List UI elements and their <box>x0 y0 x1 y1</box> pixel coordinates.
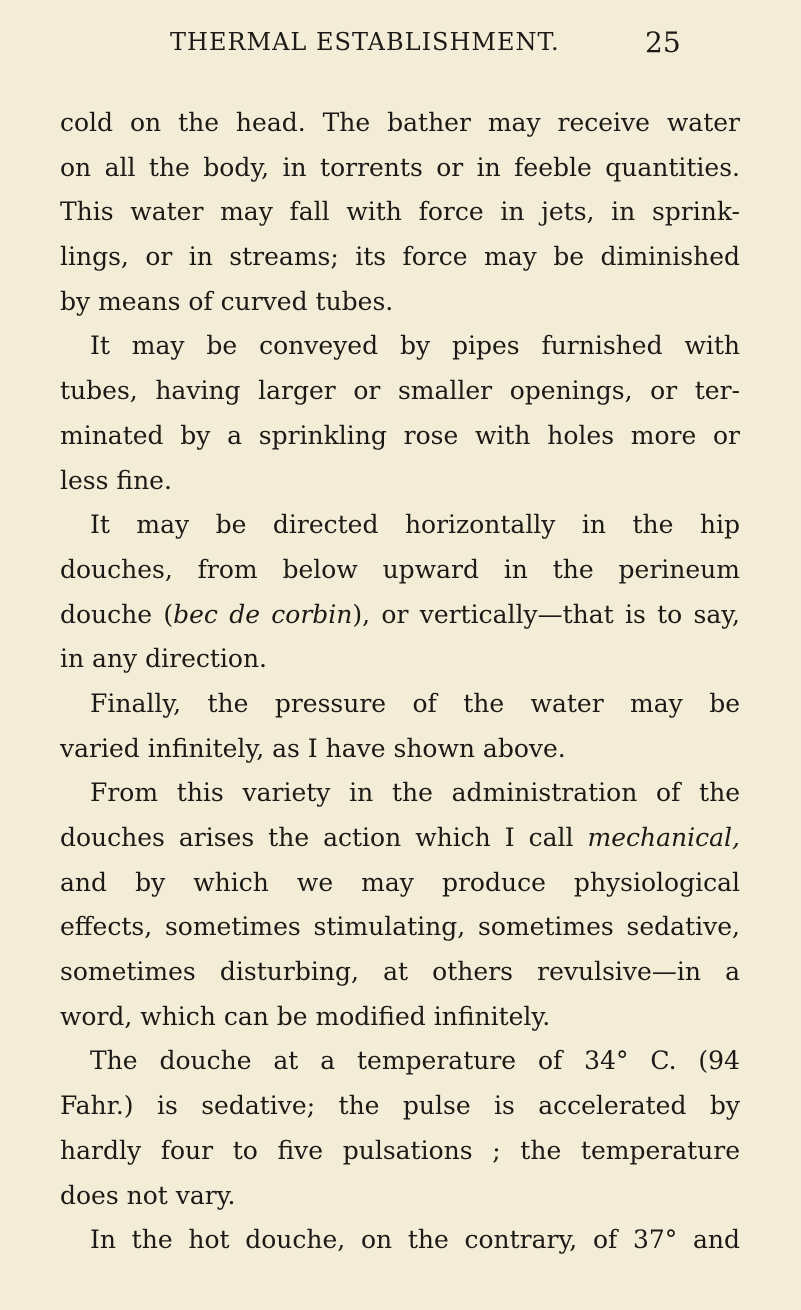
text-run: on all the body, in torrents or in feeble quantities. <box>60 152 740 182</box>
text-run: cold on the head. The bather may receive water <box>60 108 740 137</box>
text-run: minated by a sprinkling rose with holes more or <box>60 420 740 450</box>
text-run: and by which we may produce physiological <box>60 867 740 897</box>
text-line <box>60 369 740 414</box>
italic-text: bec de corbin <box>173 599 353 629</box>
text-run: douche ( <box>60 599 174 629</box>
text-line <box>60 771 740 816</box>
text-run: varied infinitely, as I have shown above. <box>60 733 566 763</box>
text-line <box>60 682 740 727</box>
text-line <box>60 190 740 235</box>
text-run: sometimes disturbing, at others revulsive—in a <box>60 957 740 987</box>
text-line <box>60 459 740 504</box>
text-line <box>60 816 740 861</box>
text-line <box>60 1039 740 1084</box>
text-run: ), or vertically—that is to say, <box>352 599 740 629</box>
text-line <box>60 950 740 995</box>
text-run: It may be directed horizontally in the hip <box>90 510 740 540</box>
text-run: In the hot douche, on the contrary, of 37° and <box>90 1225 740 1255</box>
text-run: tubes, having larger or smaller openings, or ter- <box>60 376 740 406</box>
text-run: effects, sometimes stimulating, sometimes sedative, <box>60 912 740 942</box>
text-run: This water may fall with force in jets, in sprink- <box>60 197 740 227</box>
text-run: From this variety in the administration of the <box>90 778 740 808</box>
text-line <box>60 727 740 772</box>
text-run: Finally, the pressure of the water may be <box>90 688 740 718</box>
italic-text: mechanical, <box>587 823 740 852</box>
text-line <box>60 548 740 593</box>
text-run: The douche at a temperature of 34° C. (94 <box>90 1046 740 1076</box>
text-run: It may be conveyed by pipes furnished with <box>90 331 740 361</box>
text-run: less fine. <box>60 465 172 495</box>
text-run: Fahr.) is sedative; the pulse is accelerated by <box>60 1091 740 1121</box>
text-line <box>60 593 740 638</box>
text-line <box>60 1084 740 1129</box>
text-line <box>60 995 740 1040</box>
text-line <box>60 414 740 459</box>
text-line <box>60 1218 740 1263</box>
text-line <box>60 1129 740 1174</box>
page-number: 25 <box>645 26 681 59</box>
text-run: in any direction. <box>60 644 268 674</box>
text-line <box>60 637 740 682</box>
text-run: douches, from below upward in the perineum <box>60 554 740 584</box>
text-line <box>60 324 740 369</box>
text-line <box>60 905 740 950</box>
text-line <box>60 861 740 906</box>
body-text <box>60 101 740 1263</box>
text-line <box>60 503 740 548</box>
text-run: lings, or in streams; its force may be diminished <box>60 242 740 272</box>
text-line <box>60 1174 740 1219</box>
running-head: THERMAL ESTABLISHMENT. <box>170 28 560 56</box>
text-line <box>60 101 740 146</box>
page-header <box>0 28 801 68</box>
text-line <box>60 280 740 325</box>
text-line <box>60 146 740 191</box>
text-run: word, which can be modified infinitely. <box>60 1001 551 1031</box>
text-run: douches arises the action which I call <box>60 823 588 852</box>
text-run: by means of curved tubes. <box>60 286 394 316</box>
text-line <box>60 235 740 280</box>
text-run: hardly four to five pulsations ; the temperature <box>60 1135 740 1165</box>
text-run: does not vary. <box>60 1180 236 1210</box>
